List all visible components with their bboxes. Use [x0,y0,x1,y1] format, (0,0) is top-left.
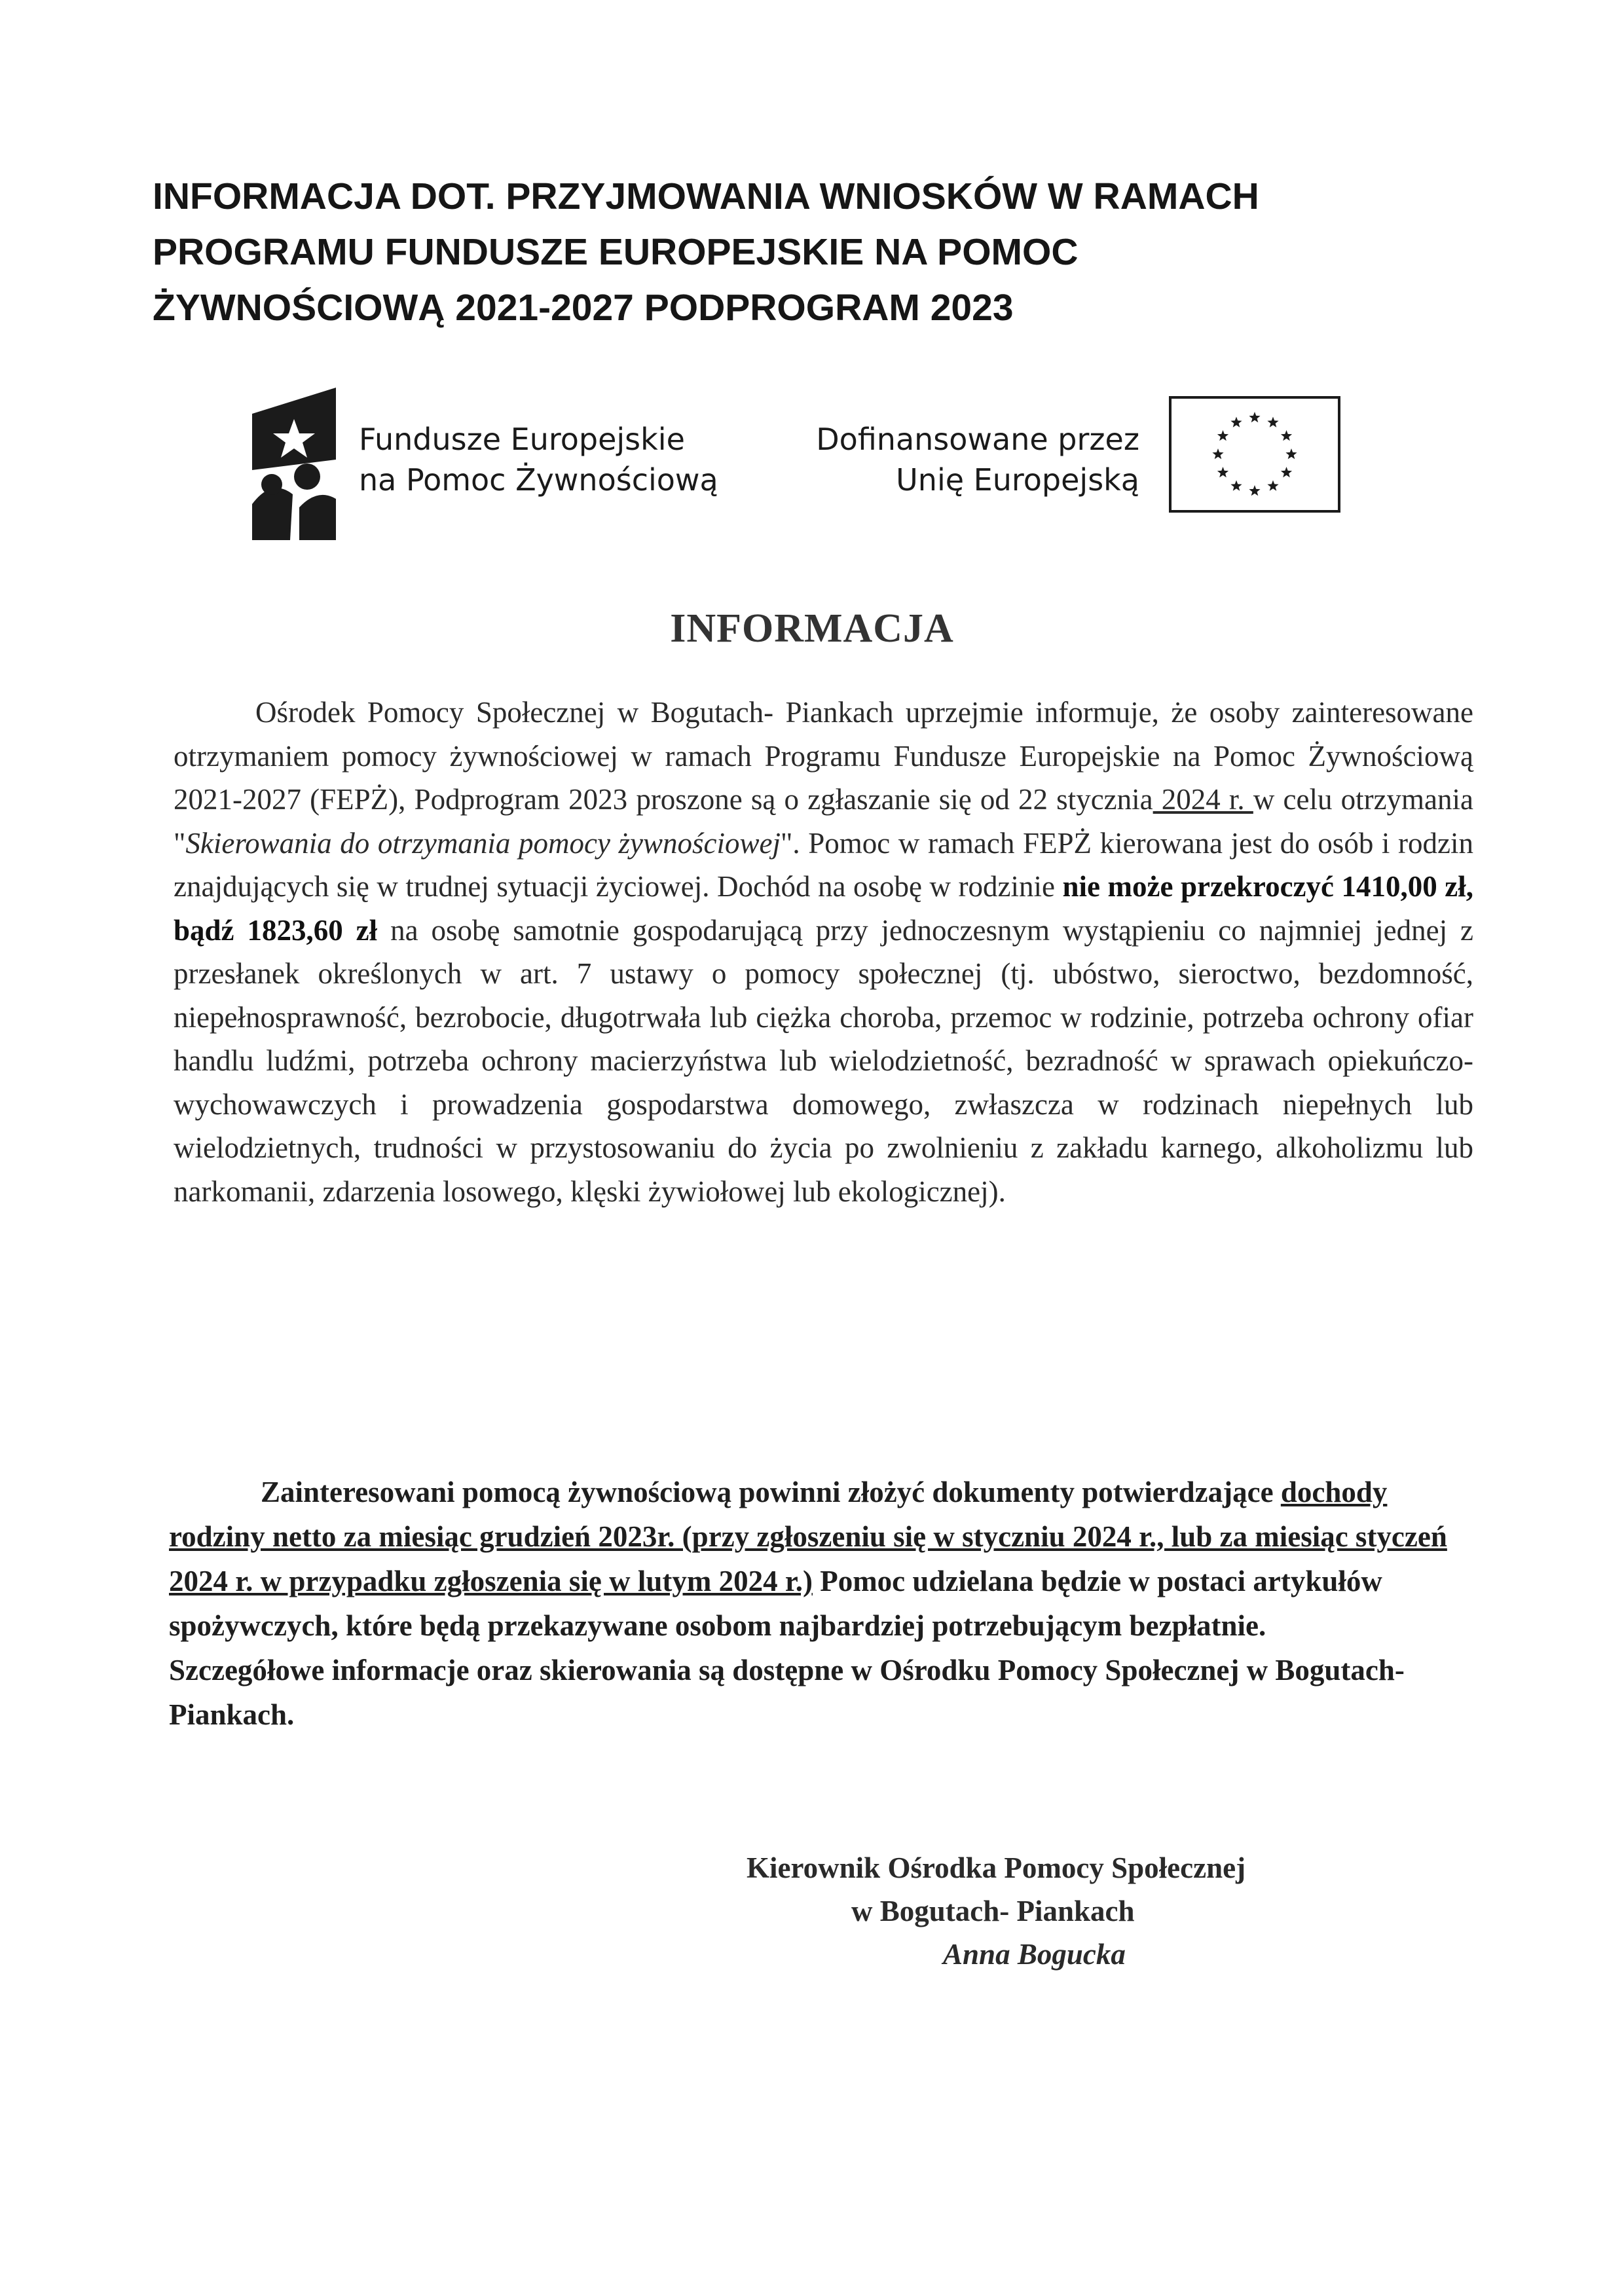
year-underlined: 2024 r. [1153,783,1253,816]
signature-name: Anna Bogucka [943,1938,1126,1971]
cofinanced-line-1: Dofinansowane przez [816,422,1139,457]
fe-logo-line-1: Fundusze Europejskie [359,422,685,457]
fe-logo-text [359,419,718,500]
income-limit: nie może przekroczyć 1410,00 zł, bądź 1823,60 zł [174,870,1474,947]
info-paragraph: Ośrodek Pomocy Społecznej w Bogutach- Piankach uprzejmie informuje, że osoby zainteresowane otrzymaniem pomocy żywnościowej w ramach Programu Fundusze Europejskie na Pomoc Żywnościową 2021-2027 (FEPŻ), Podprogram 2023 proszone są o zgłaszanie się od 22 stycznia 2024 r. w celu otrzymania "Skierowania do otrzymania pomocy żywnościowej". Pomoc w ramach FEPŻ kierowana jest do osób i rodzin znajdujących się w trudnej sytuacji życiowej. Dochód na osobę w rodzinie nie może przekroczyć 1410,00 zł, bądź 1823,60 zł na osobę samotnie gospodarującą przy jednoczesnym wystąpieniu co najmniej jednej z przesłanek określonych w art. 7 ustawy o pomocy społecznej (tj. ubóstwo, sieroctwo, bezdomność, niepełnosprawność, bezrobocie, długotrwała lub ciężka choroba, przemoc w rodzinie, potrzeba ochrony ofiar handlu ludźmi, potrzeba ochrony macierzyństwa lub wielodzietność, bezradność w sprawach opiekuńczo-wychowawczych i prowadzenia gospodarstwa domowego, zwłaszcza w rodzinach niepełnych lub wielodzietnych, trudności w przystosowaniu do życia po zwolnieniu z zakładu karnego, alkoholizmu lub narkomanii, zdarzenia losowego, klęski żywiołowej lub ekologicznej). [174,696,1474,1208]
signature-block [747,1846,1246,1976]
main-paragraph [174,691,1473,1213]
signature-line-2: w Bogutach- Piankach [851,1895,1135,1927]
page-title: INFORMACJA [670,606,954,651]
cofinanced-text [816,419,1139,500]
documents-text: Zainteresowani pomocą żywnościową powinni złożyć dokumenty potwierdzające dochody rodziny netto za miesiąc grudzień 2023r. (przy zgłoszeniu się w styczniu 2024 r., lub za miesiąc styczeń 2024 r. w przypadku zgłoszenia się w lutym 2024 r.) Pomoc udzielana będzie w postaci artykułów spożywczych, które będą przekazywane osobom najbardziej potrzebującym bezpłatnie. [169,1476,1447,1642]
document-header [153,169,1488,336]
documents-paragraph [169,1470,1466,1737]
signature-line-1: Kierownik Ośrodka Pomocy Społecznej [747,1851,1246,1884]
eu-flag-icon [1169,396,1340,513]
header-line-2: PROGRAMU FUNDUSZE EUROPEJSKIE NA POMOC [153,231,1079,273]
header-line-3: ŻYWNOŚCIOWĄ 2021-2027 PODPROGRAM 2023 [153,287,1014,329]
cofinanced-line-2: Unię Europejską [896,462,1139,498]
header-line-1: INFORMACJA DOT. PRZYJMOWANIA WNIOSKÓW W RAMACH [153,175,1259,217]
details-text: Szczegółowe informacje oraz skierowania są dostępne w Ośrodku Pomocy Społecznej w Bogutach- Piankach. [169,1654,1405,1731]
fe-logo-line-2: na Pomoc Żywnościową [359,462,718,498]
income-period-underlined: dochody rodziny netto za miesiąc grudzień 2023r. (przy zgłoszeniu się w styczniu 2024 r., lub za miesiąc styczeń 2024 r. w przypadku zgłoszenia się w lutym 2024 r.) [169,1476,1447,1597]
fe-logo-icon [252,380,336,540]
referral-title: Skierowania do otrzymania pomocy żywnościowej [185,826,781,860]
